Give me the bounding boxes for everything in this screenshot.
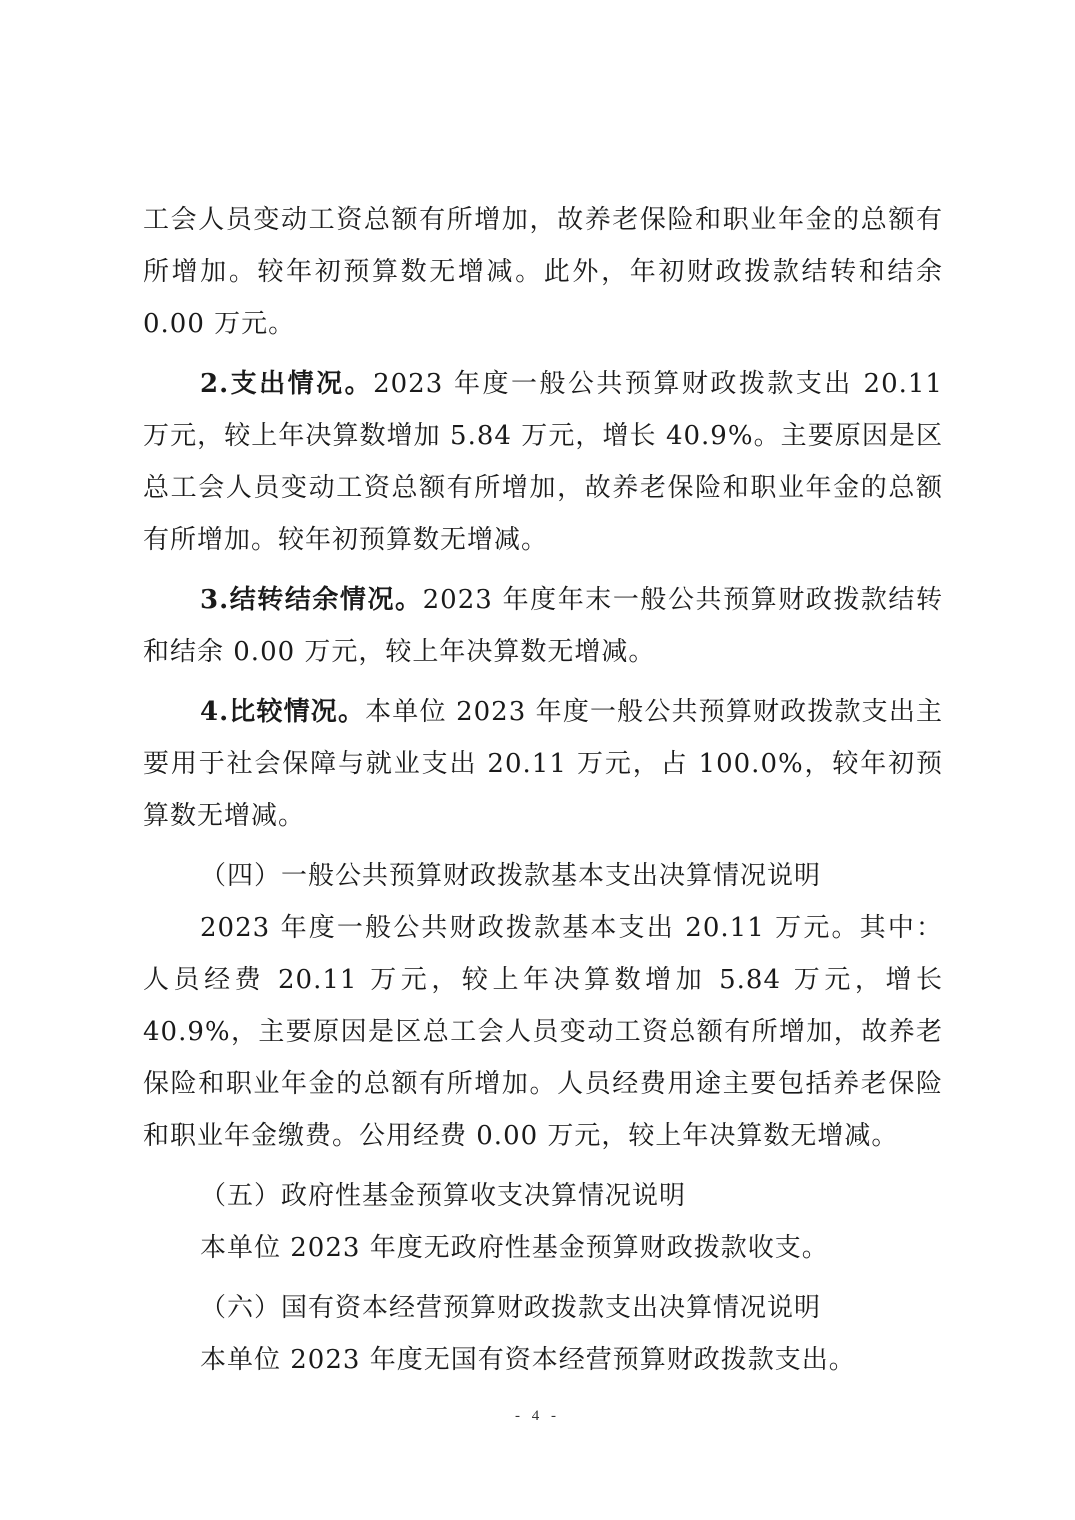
paragraph-lead-carryover: 3.结转结余情况。 bbox=[200, 585, 423, 615]
section-heading-5: （五）政府性基金预算收支决算情况说明 bbox=[200, 1181, 687, 1211]
section-heading-4: （四）一般公共预算财政拨款基本支出决算情况说明 bbox=[200, 861, 822, 891]
paragraph-text-carryover: 2023 年度年末一般公共预算财政拨款结转和结余 0.00 万元，较上年决算数无增减。 bbox=[143, 585, 943, 667]
section-heading-6: （六）国有资本经营预算财政拨款支出决算情况说明 bbox=[200, 1293, 822, 1323]
paragraph-basic-expenditure: 2023 年度一般公共财政拨款基本支出 20.11 万元。其中：人员经费 20.11 万元，较上年决算数增加 5.84 万元，增长 40.9%，主要原因是区总工会人员变动工资总额有所增加，故养老保险和职业年金的总额有所增加。人员经费用途主要包括养老保险和职业年金缴费。公用经费 0.00 万元，较上年决算数无增减。 bbox=[143, 913, 943, 1151]
paragraph-carryover bbox=[143, 574, 943, 678]
page-number: - 4 - bbox=[515, 1408, 560, 1424]
paragraph-government-fund: 本单位 2023 年度无政府性基金预算财政拨款收支。 bbox=[200, 1233, 829, 1263]
paragraph-lead-comparison: 4.比较情况。 bbox=[200, 697, 366, 727]
paragraph-lead-expenditure: 2.支出情况。 bbox=[200, 369, 374, 399]
paragraph-state-capital: 本单位 2023 年度无国有资本经营预算财政拨款支出。 bbox=[200, 1345, 856, 1375]
document-body bbox=[143, 194, 943, 1386]
paragraph-expenditure bbox=[143, 358, 943, 566]
paragraph-text-comparison: 本单位 2023 年度一般公共预算财政拨款支出主要用于社会保障与就业支出 20.11 万元，占 100.0%，较年初预算数无增减。 bbox=[143, 697, 943, 831]
paragraph-text-expenditure: 2023 年度一般公共预算财政拨款支出 20.11 万元，较上年决算数增加 5.84 万元，增长 40.9%。主要原因是区总工会人员变动工资总额有所增加，故养老保险和职业年金的总额有所增加。较年初预算数无增减。 bbox=[143, 369, 943, 555]
paragraph-comparison bbox=[143, 686, 943, 842]
paragraph-continued: 工会人员变动工资总额有所增加，故养老保险和职业年金的总额有所增加。较年初预算数无增减。此外，年初财政拨款结转和结余 0.00 万元。 bbox=[143, 205, 943, 339]
